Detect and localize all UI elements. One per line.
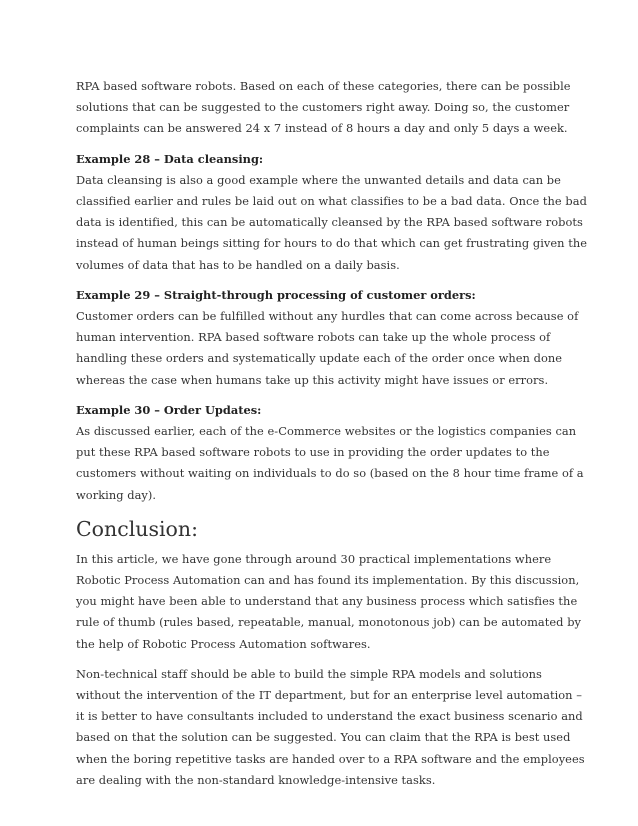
text-line: volumes of data that has to be handled on a daily basis. [76,257,400,272]
text-line: In this article, we have gone through around 30 practical implementations where [76,551,552,566]
text-line: the help of Robotic Process Automation softwares. [76,636,371,651]
conclusion-heading: Conclusion: [76,516,198,541]
text-line: based on that the solution can be suggested. You can claim that the RPA is best used [76,730,571,745]
example-30-paragraph [76,421,584,506]
text-line: As discussed earlier, each of the e-Commerce websites or the logistics companies can [76,424,577,439]
text-line: complaints can be answered 24 x 7 instead of 8 hours a day and only 5 days a week. [76,121,568,136]
example-29-paragraph [76,306,579,391]
text-line: human intervention. RPA based software robots can take up the whole process of [76,330,551,345]
text-line: without the intervention of the IT department, but for an enterprise level automation – [76,688,582,703]
text-line: are dealing with the non-standard knowledge-intensive tasks. [76,772,436,787]
text-line: it is better to have consultants included to understand the exact business scenario and [76,709,583,724]
text-line: Robotic Process Automation can and has found its implementation. By this discussion, [76,573,580,588]
text-line: handling these orders and systematically update each of the order once when done [76,351,563,366]
text-line: rule of thumb (rules based, repeatable, manual, monotonous job) can be automated by [76,615,582,630]
text-line: data is identified, this can be automatically cleansed by the RPA based software robots [76,215,583,230]
conclusion-paragraph-1 [76,549,582,655]
text-line: Customer orders can be fulfilled without any hurdles that can come across because of [76,309,579,324]
example-28-heading: Example 28 – Data cleansing: [76,151,264,166]
intro-paragraph [76,76,571,140]
text-line: working day). [76,487,157,502]
conclusion-paragraph-2 [76,664,585,791]
text-line: RPA based software robots. Based on each of these categories, there can be possible [76,79,571,93]
example-30-heading: Example 30 – Order Updates: [76,402,262,417]
example-28-paragraph [76,170,588,276]
text-line: whereas the case when humans take up this activity might have issues or errors. [76,372,549,387]
text-line: you might have been able to understand that any business process which satisfies the [76,594,578,609]
text-line: Data cleansing is also a good example where the unwanted details and data can be [76,172,561,187]
text-line: solutions that can be suggested to the customers right away. Doing so, the customer [76,100,570,115]
text-line: customers without waiting on individuals to do so (based on the 8 hour time frame of a [76,466,584,481]
text-line: instead of human beings sitting for hours to do that which can get frustrating given the [76,236,588,251]
document-page [76,76,588,800]
text-line: put these RPA based software robots to use in providing the order updates to the [76,445,550,460]
text-line: Non-technical staff should be able to build the simple RPA models and solutions [76,666,542,681]
text-line: when the boring repetitive tasks are handed over to a RPA software and the employees [76,751,585,766]
text-line: classified earlier and rules be laid out on what classifies to be a bad data. Once the bad [76,194,587,209]
example-29-heading: Example 29 – Straight-through processing of customer orders: [76,287,476,302]
